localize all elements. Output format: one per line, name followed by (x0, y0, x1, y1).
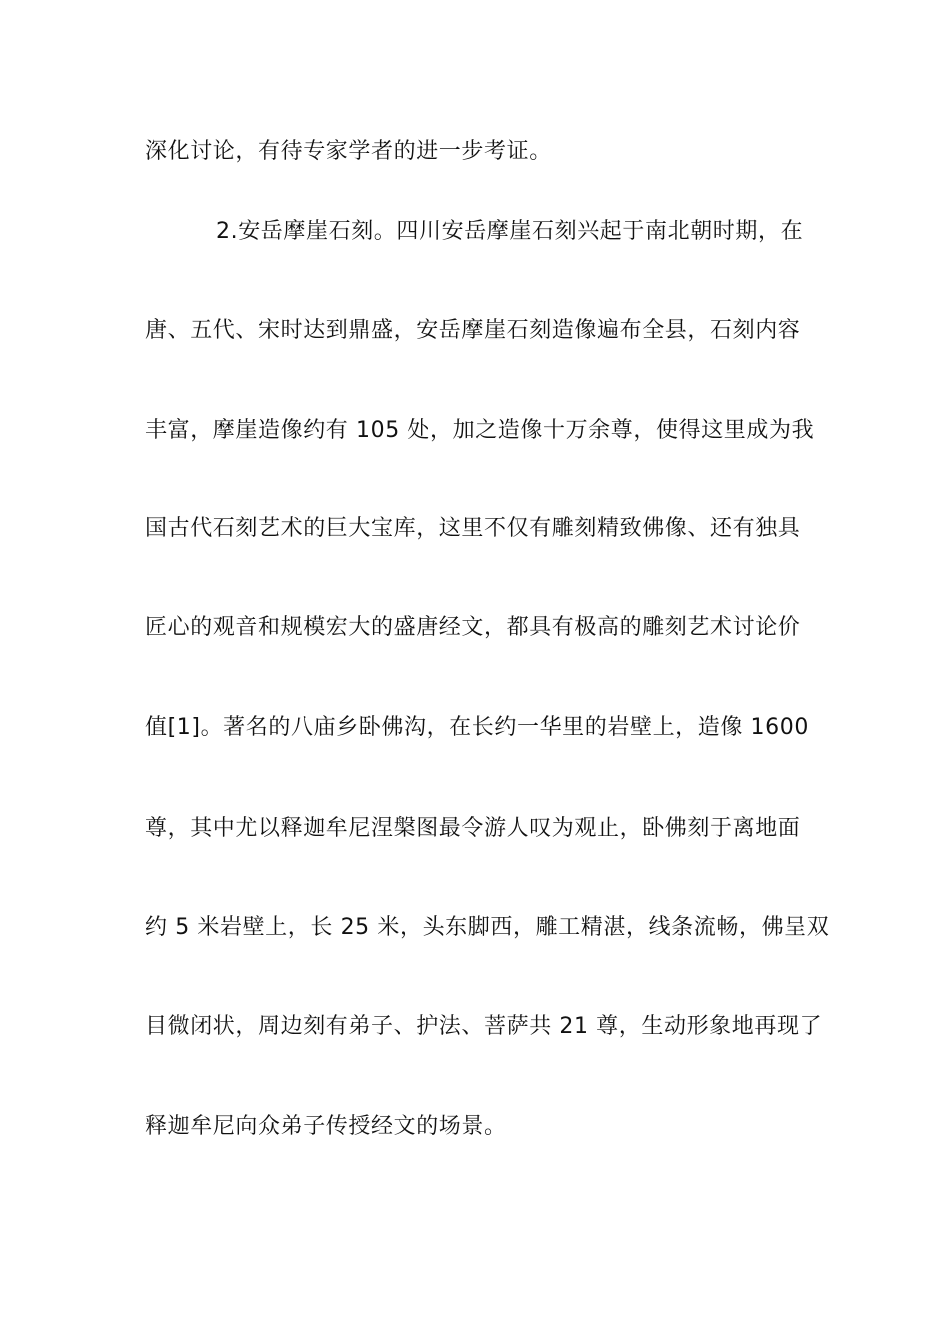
paragraph-line: 值[1]。著名的八庙乡卧佛沟，在长约一华里的岩壁上，造像 1600 (145, 715, 809, 740)
paragraph-line: 唐、五代、宋时达到鼎盛，安岳摩崖石刻造像遍布全县，石刻内容 (145, 318, 801, 343)
paragraph-line: 目微闭状，周边刻有弟子、护法、菩萨共 21 尊，生动形象地再现了 (145, 1014, 823, 1039)
paragraph-line: 丰富，摩崖造像约有 105 处，加之造像十万余尊，使得这里成为我 (145, 418, 815, 443)
paragraph-line: 深化讨论，有待专家学者的进一步考证。 (145, 139, 552, 164)
paragraph-line: 尊，其中尤以释迦牟尼涅槃图最令游人叹为观止，卧佛刻于离地面 (145, 816, 801, 841)
paragraph-line: 约 5 米岩壁上，长 25 米，头东脚西，雕工精湛，线条流畅，佛呈双 (145, 915, 830, 940)
paragraph-line: 释迦牟尼向众弟子传授经文的场景。 (145, 1114, 507, 1139)
paragraph-line: 2.安岳摩崖石刻。四川安岳摩崖石刻兴起于南北朝时期，在 (216, 219, 804, 244)
paragraph-line: 匠心的观音和规模宏大的盛唐经文，都具有极高的雕刻艺术讨论价 (145, 615, 801, 640)
paragraph-line: 国古代石刻艺术的巨大宝库，这里不仅有雕刻精致佛像、还有独具 (145, 516, 801, 541)
